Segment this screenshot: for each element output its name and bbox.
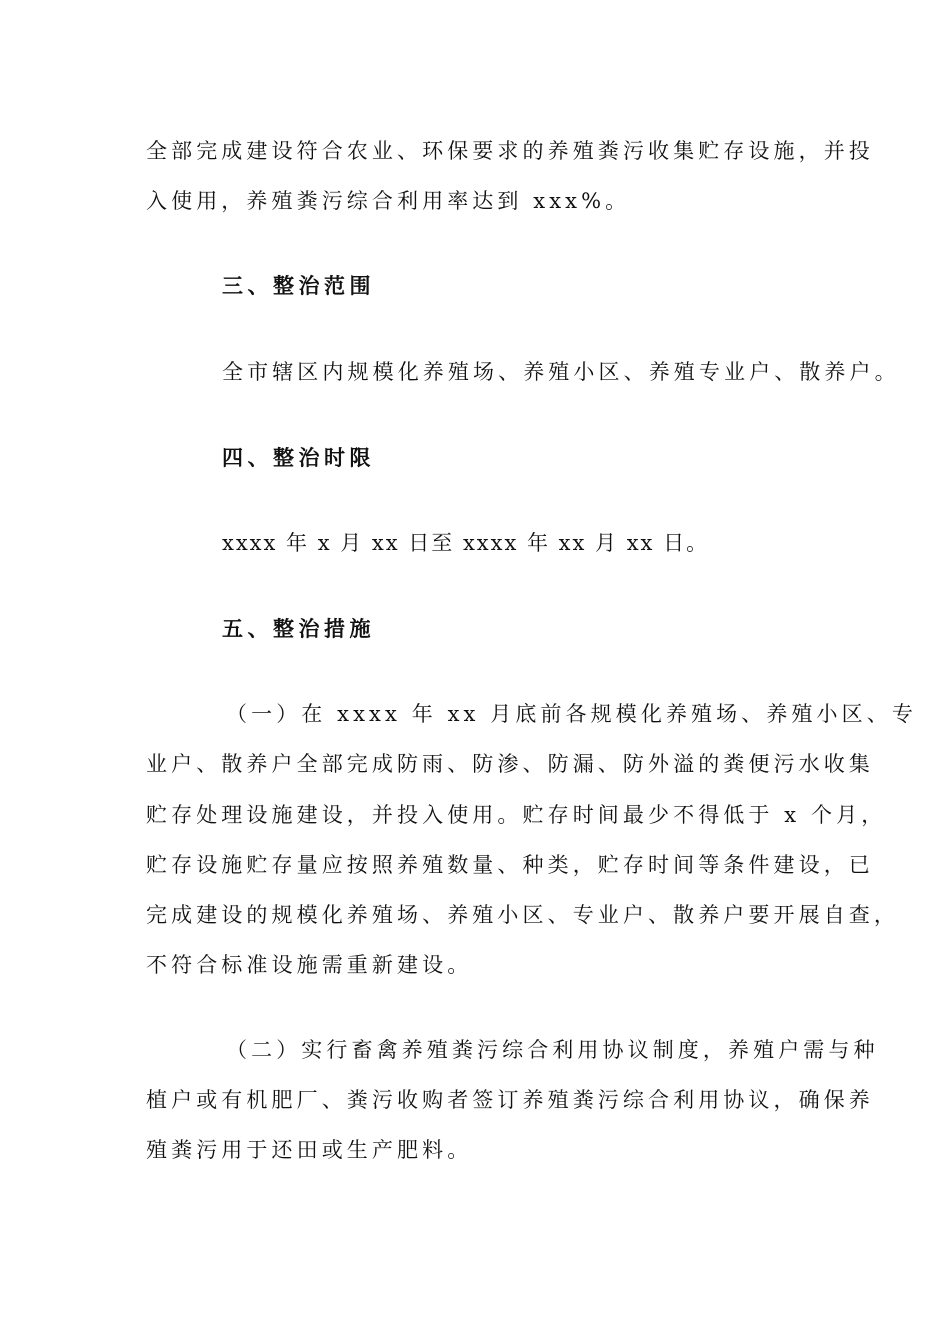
section-heading-timeframe: 四、整治时限: [222, 445, 375, 470]
paragraph-line: 不符合标准设施需重新建设。: [146, 953, 473, 977]
paragraph-line: 植户或有机肥厂、粪污收购者签订养殖粪污综合利用协议，确保养: [146, 1088, 874, 1112]
paragraph-line: 入使用，养殖粪污综合利用率达到 xxx%。: [146, 189, 631, 213]
paragraph-line: （一）在 xxxx 年 xx 月底前各规模化养殖场、养殖小区、专: [226, 702, 917, 726]
section-heading-scope: 三、整治范围: [222, 273, 375, 298]
paragraph-line: 贮存处理设施建设，并投入使用。贮存时间最少不得低于 x 个月，: [146, 803, 887, 827]
paragraph-line: 殖粪污用于还田或生产肥料。: [146, 1138, 473, 1162]
section-heading-measures: 五、整治措施: [222, 616, 375, 641]
paragraph-line: 贮存设施贮存量应按照养殖数量、种类，贮存时间等条件建设，已: [146, 853, 874, 877]
timeframe-paragraph: xxxx 年 x 月 xx 日至 xxxx 年 xx 月 xx 日。: [222, 531, 710, 555]
paragraph-line: 业户、散养户全部完成防雨、防渗、防漏、防外溢的粪便污水收集: [146, 752, 874, 776]
paragraph-line: 完成建设的规模化养殖场、养殖小区、专业户、散养户要开展自查，: [146, 903, 899, 927]
paragraph-line: 全部完成建设符合农业、环保要求的养殖粪污收集贮存设施，并投: [146, 139, 874, 163]
scope-paragraph: 全市辖区内规模化养殖场、养殖小区、养殖专业户、散养户。: [222, 360, 900, 384]
paragraph-line: （二）实行畜禽养殖粪污综合利用协议制度，养殖户需与种: [226, 1038, 879, 1062]
